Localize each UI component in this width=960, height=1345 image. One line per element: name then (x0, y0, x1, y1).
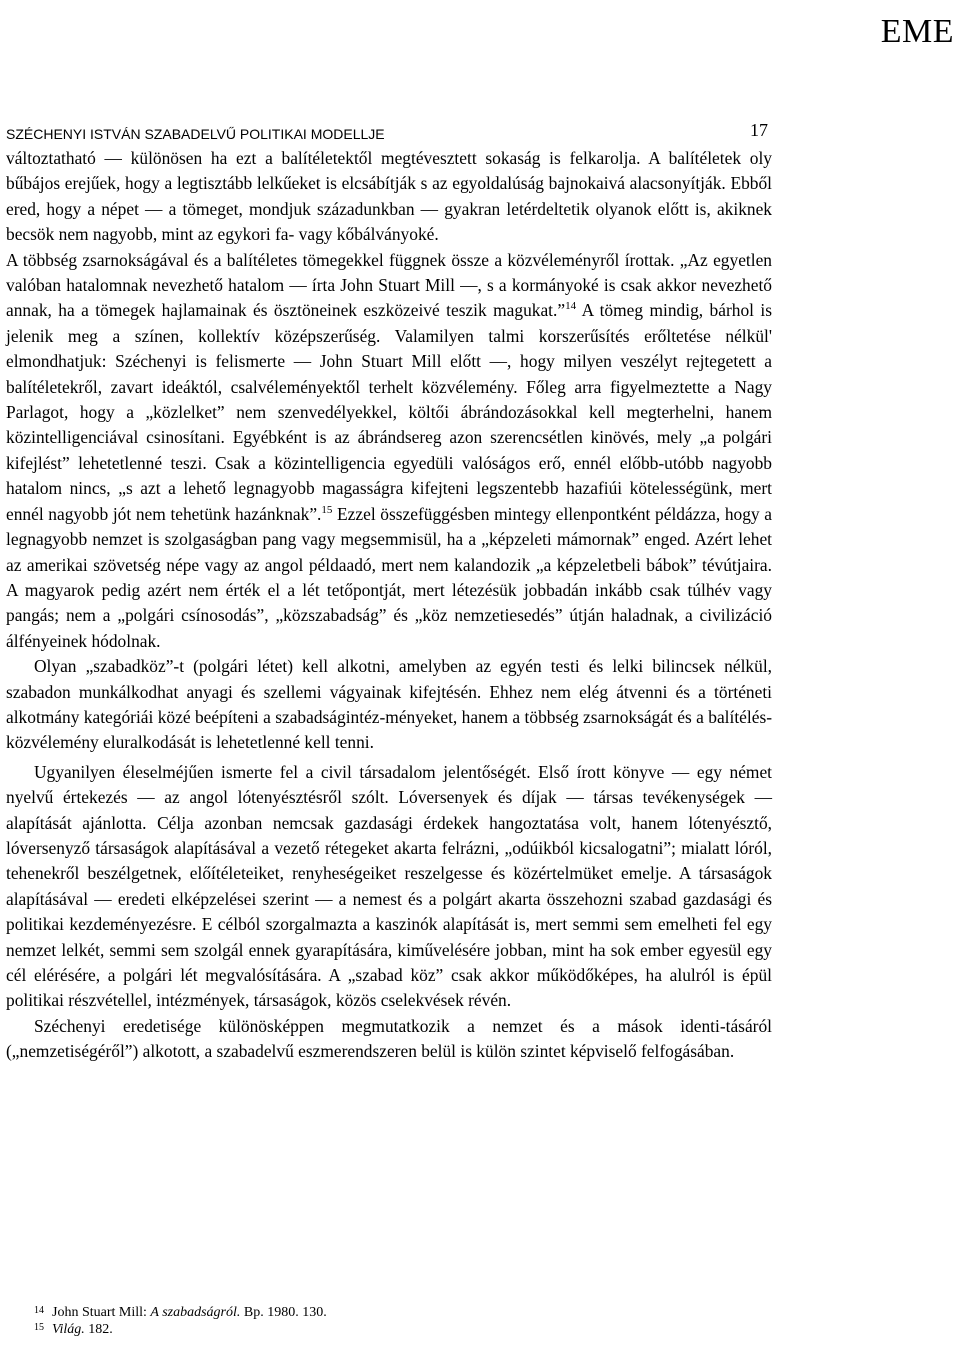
footnote-ref: 15 (321, 503, 333, 516)
publisher-logo: EME (880, 13, 954, 50)
paragraph: A többség zsarnokságával és a balítéletes tömegekkel függnek össze a közvéleményről írottak. „Az egyetlen valóban hatalomnak nevezhető hatalom — írta John Stuart Mill —, s a kormányoké is csak akkor nevezhető annak, ha a tömegek hajlamainak és ösztöneinek eszközeivé teszik magukat.”$^{14}$ A tömeg mindig, bárhol is jelenik meg a színen, kollektív középszerűség. Valamilyen talmi korszerűsítés erőltetése nélkül' elmondhatjuk: Széchenyi is felismerte — John Stuart Mill előtt —, hogy milyen veszélyt rejtegetett a balítéletekről, zavart ideáktól, csalvéleményektől terhelt közvélemény. Főleg arra figyelmeztette a Nagy Parlagot, hogy a „közlelket” nem szenvedélyekkel, költői ábrándozásokkal kell megterhelni, hanem közintelligenciával csinosítani. Egyébként is az ábrándsereg azon szerencsétlen kinövés, mely „a polgári kifejlést” lehetetlenné teszi. Csak a közintelligencia egyedüli valóságos erő, ennél előbb-utóbb nagyobb hatalom nincs, „s azt a lehető legnagyobb magasságra kifejteni legszentebb hazafiúi kötelességünk, mert ennél nagyobb jót nem tehetünk hazánknak”.$^{15}$ Ezzel összefüggésben mintegy ellenpontként példázza, hogy a legnagyobb nemzet is szolgaságban pang vagy megsemmisül, ha a „képzeleti mámornak” enged. Azért lehet az amerikai szövetség népe vagy az angol példaadó, mert nem kalandozik „a képzeletbeli bábok” tévútjaira. A magyarok pedig azért nem érték el a lét tetőpontját, mert létezésük jobbadán inkább csak túlhév vagy pangás; nem a „polgári csínosodás”, „közszabadság” és „köz nemzetiesedés” útján haladnak, a civilizáció álfényeinek hódolnak. (6, 249, 773, 651)
body-text (6, 146, 772, 1065)
footnote: 14 John Stuart Mill: A szabadságról. Bp. 1980. 130. (34, 1305, 327, 1320)
paragraph: Olyan „szabadköz”-t (polgári létet) kell alkotni, amelyben az egyén testi és lelki bilincsek nélkül, szabadon munkálkodhat anyagi és szellemi vágyainak kifejtésén. Ehhez nem elég átvenni és a történeti alkotmány kategóriái közé beépíteni a szabadságintéz-ményeket, hanem a többség zsarnokságát és a balítélés-közvélemény eluralkodását is lehetetlenné kell tenni. (6, 656, 772, 753)
page-number: 17 (750, 120, 768, 140)
paragraph: Ugyanilyen éleselméjűen ismerte fel a civil társadalom jelentőségét. Első írott könyve — egy német nyelvű értekezés — az angol lótenyésztésről szólt. Lóversenyek és díjak — társas tevékenységek — alapítását ajánlotta. Célja azonban nemcsak gazdasági érdekek hangoztatása volt, hanem lótenyésztő, lóversenyző társaságok alapításával a vezető rétegeket akarta felrázni, „odúikból kicsalogatni”; mialatt lóról, tehenekről beszélgetnek, előítéleteiket, renyheségeiket reszelgesse és közértelmüket emelje. A társaságok alapításával — eredeti elképzelései szerint — a nemest és a polgárt akarta összehozni szabad gazdasági és politikai kezdeményezésre. E célból szorgalmazta a kaszinók alapítását is, mert semmi sem emelheti fel egy nemzet lelkét, semmi sem szolgál ennek gyarapítására, kiművelésére jobban, mint ha sok ember egyesül egy cél elérésére, a polgári lét megvalósítására. A „szabad köz” csak akkor működőképes, ha alulról is épül politikai részvétellel, intézmények, társaságok, közös cselekvések révén. (6, 761, 772, 1011)
paragraph: Széchenyi eredetisége különösképpen megmutatkozik a nemzet és a mások identi-tásáról („nemzetiségéről”) alkotott, a szabadelvű eszmerendszeren belül is külön szintet képviselő felfogásában. (6, 1015, 772, 1062)
footnotes (6, 1304, 772, 1338)
footnote-ref: 14 (565, 300, 577, 313)
running-head (6, 120, 768, 144)
paragraph: változtatható — különösen ha ezt a balítéletektől megtévesztett sokaság is felkarolja. A balítéletek oly bűbájos erejűek, hogy a legtisztább lelkűeket is elcsábítják s az egyoldalúság bajnokaivá alacsonyítják. Ebből ered, hogy a népet — a tömeget, mondjuk századunkban — gyakran letérdeltetik olyanok előtt is, akiknek becsök nem nagyobb, mint az egykori fa- vagy kőbálványoké. (6, 148, 772, 245)
footnote: 15 Világ. 182. (34, 1322, 113, 1337)
running-title: SZÉCHENYI ISTVÁN SZABADELVŰ POLITIKAI MODELLJE (6, 126, 385, 142)
